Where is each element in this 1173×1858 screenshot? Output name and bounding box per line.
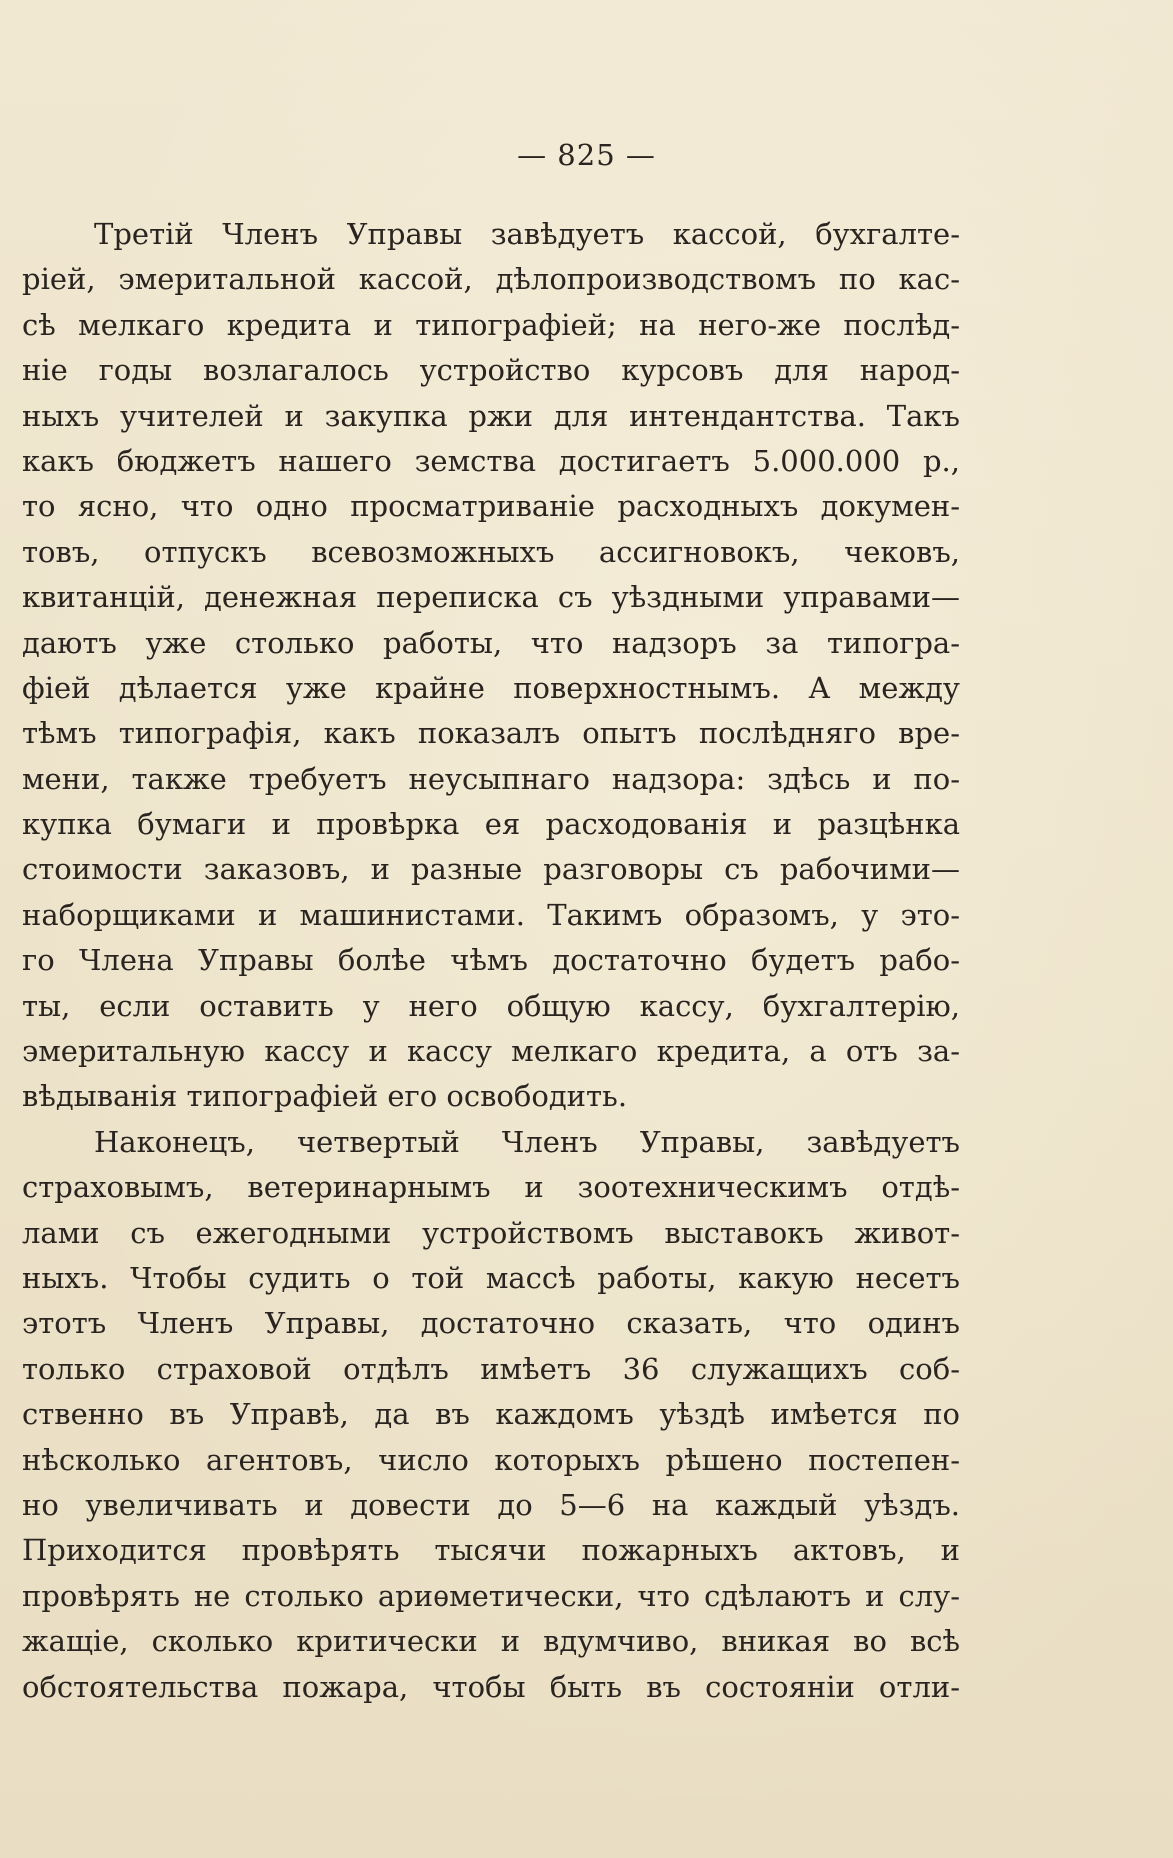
text-line: товъ, отпускъ всевозможныхъ ассигновокъ, чековъ, xyxy=(22,534,960,569)
text-line: эмеритальную кассу и кассу мелкаго кредита, а отъ за- xyxy=(22,1034,960,1069)
text-line: Третій Членъ Управы завѣдуетъ кассой, бухгалте- xyxy=(94,217,960,251)
text-line: ніе годы возлагалось устройство курсовъ для народ- xyxy=(22,353,960,388)
text-line: фіей дѣлается уже крайне поверхностнымъ. А между xyxy=(22,670,960,705)
text-line: провѣрять не столько ариѳметически, что сдѣлаютъ и слу- xyxy=(22,1578,960,1613)
text-line: лами съ ежегодными устройствомъ выставокъ живот- xyxy=(22,1215,960,1250)
text-line: ты, если оставить у него общую кассу, бухгалтерію, xyxy=(22,988,960,1023)
text-line: ственно въ Управѣ, да въ каждомъ уѣздѣ имѣется по xyxy=(22,1397,960,1432)
body-text xyxy=(22,212,960,1710)
text-line: тѣмъ типографія, какъ показалъ опытъ послѣдняго вре- xyxy=(22,716,960,751)
text-line: го Члена Управы болѣе чѣмъ достаточно будетъ рабо- xyxy=(22,943,960,978)
text-line: нѣсколько агентовъ, число которыхъ рѣшено постепен- xyxy=(22,1442,960,1477)
text-line: этотъ Членъ Управы, достаточно сказать, что одинъ xyxy=(22,1306,960,1341)
text-line: страховымъ, ветеринарнымъ и зоотехническимъ отдѣ- xyxy=(22,1170,960,1205)
paragraph-2 xyxy=(22,1120,960,1710)
text-line: купка бумаги и провѣрка ея расходованія и разцѣнка xyxy=(22,807,960,842)
text-line: какъ бюджетъ нашего земства достигаетъ 5.000.000 р., xyxy=(22,443,960,478)
page-number: — 825 — xyxy=(517,138,656,172)
text-line: вѣдыванія типографіей его освободить. xyxy=(22,1079,628,1114)
text-line: стоимости заказовъ, и разные разговоры съ рабочими— xyxy=(22,852,960,887)
paragraph-1 xyxy=(22,212,960,1120)
text-line: Наконецъ, четвертый Членъ Управы, завѣдуетъ xyxy=(94,1124,960,1159)
text-line: жащіе, сколько критически и вдумчиво, вникая во всѣ xyxy=(22,1624,960,1659)
text-line: даютъ уже столько работы, что надзоръ за типогра- xyxy=(22,625,960,660)
text-line: ріей, эмеритальной кассой, дѣлопроизводствомъ по кас- xyxy=(22,262,960,297)
text-line: только страховой отдѣлъ имѣетъ 36 служащихъ соб- xyxy=(22,1351,960,1386)
text-line: ныхъ. Чтобы судить о той массѣ работы, какую несетъ xyxy=(22,1260,960,1295)
text-line: мени, также требуетъ неусыпнаго надзора: здѣсь и по- xyxy=(22,761,960,796)
text-line: обстоятельства пожара, чтобы быть въ состояніи отли- xyxy=(22,1669,960,1704)
text-line: ныхъ учителей и закупка ржи для интендантства. Такъ xyxy=(22,398,960,433)
text-line: но увеличивать и довести до 5—6 на каждый уѣздъ. xyxy=(22,1487,960,1522)
text-line: квитанцій, денежная переписка съ уѣздными управами— xyxy=(22,580,960,615)
text-line: то ясно, что одно просматриваніе расходныхъ докумен- xyxy=(22,489,960,524)
text-line: Приходится провѣрять тысячи пожарныхъ актовъ, и xyxy=(22,1533,960,1568)
text-line: сѣ мелкаго кредита и типографіей; на него-же послѣд- xyxy=(22,307,960,342)
text-line: наборщиками и машинистами. Такимъ образомъ, у это- xyxy=(22,897,960,932)
